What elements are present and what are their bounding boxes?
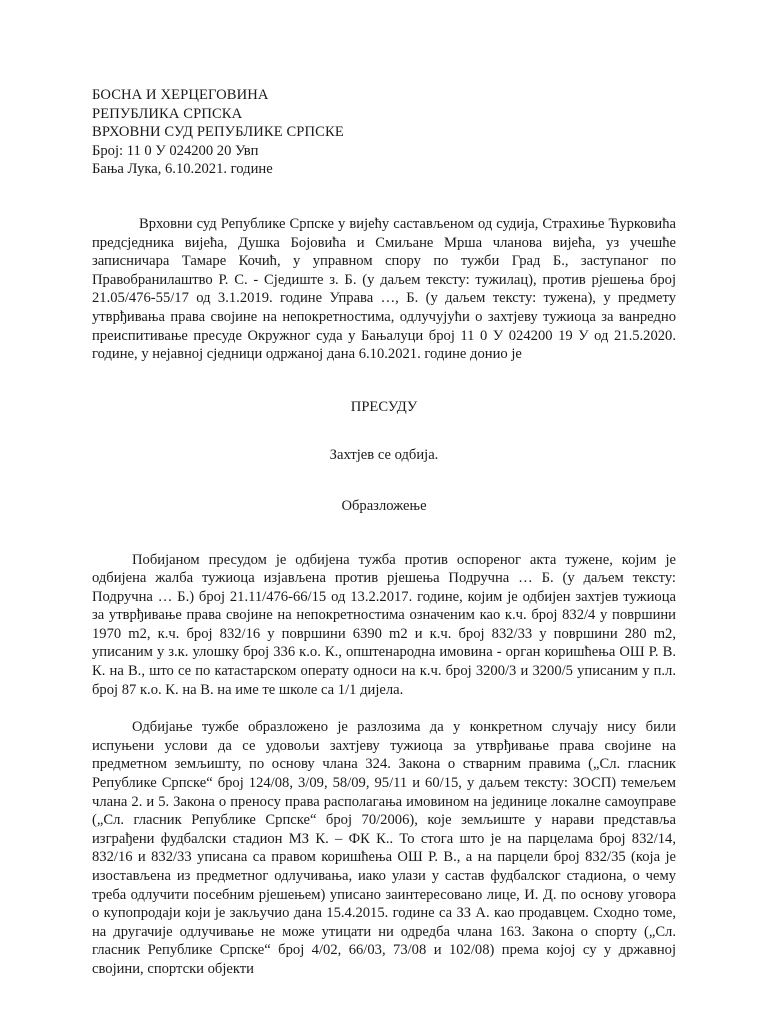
verdict-text: Захтјев се одбија. [329, 447, 439, 464]
header-country: БОСНА И ХЕРЦЕГОВИНА [92, 87, 269, 103]
reasoning-title: Образложење [341, 497, 427, 514]
reasoning-paragraph-1: Побијаном пресудом је одбијена тужба против оспореног акта тужене, којим је одбијена жалба тужиоца изјављена против рјешења Подручна … Б. (у даљем тексту: Подручна … Б.) број 21.11/476-66/15 од 13.2.2017. године, којим је одбијен захтјев тужиоца за утврђивање права својине на непокретностима означеним као к.ч. број 832/4 у површини 1970 m2, к.ч. број 832/16 у површини 6390 m2 и к.ч. број 832/33 у површини 280 m2, уписаним у з.к. улошку број 336 к.о. К., општенародна имовина - орган коришћења ОШ Р. В. К. на В., што се по катастарском операту односи на к.ч. број 3200/3 и 3200/5 уписаним у п.л. број 87 к.о. К. на В. на име те школе са 1/1 дијела. [92, 551, 676, 698]
verdict-title: ПРЕСУДУ [350, 398, 418, 415]
reasoning-paragraph-2: Одбијање тужбе образложено је разлозима да у конкретном случају нису били испуњени услови да се удовољи захтјеву тужиоца за утврђивање права својине на предметном земљишту, по основу члана 324. Закона о стварним правима („Сл. гласник Републике Српске“ број 124/08, 3/09, 58/09, 95/11 и 60/15, у даљем тексту: ЗОСП) темељем члана 2. и 5. Закона о преносу права располагања имовином на јединице локалне самоуправе („Сл. гласник Републике Српске“ број 70/2006), које земљиште у нарави представља изграђени фудбалски стадион МЗ К. – ФК К.. То стога што је на парцелама број 832/14, 832/16 и 832/33 уписана са правом коришћења ОШ Р. В., а на парцели број 832/35 (која је изостављена из предметног одлучивања, иако улази у састав фудбалског стадиона, о чему треба одлучити посебним рјешењем) уписано заинтересовано лице, И. Д. по основу уговора о купопродаји који је закључио дана 15.4.2015. године са ЗЗ А. као продавцем. Сходно томе, на другачије одлучивање не може утицати ни одредба члана 163. Закона о спорту („Сл. гласник Републике Српске“ број 4/02, 66/03, 73/08 и 102/08) према којој су у државној својини, спортски објекти [92, 719, 676, 977]
document-page [92, 86, 676, 979]
place-date: Бања Лука, 6.10.2021. године [92, 161, 273, 178]
case-number: Број: 11 0 У 024200 20 Увп [92, 142, 259, 159]
header-republic: РЕПУБЛИКА СРПСКА [92, 105, 243, 122]
intro-paragraph: Врховни суд Републике Српске у вијећу састављеном од судија, Страхиње Ћурковића предсједника вијећа, Душка Бојовића и Смиљане Мрша чланова вијећа, уз учешће записничара Тамаре Кочић, у управном спору по тужби Град Б., заступаног по Правобранилаштво Р. С. - Сједиште з. Б. (у даљем тексту: тужилац), против рјешења број 21.05/476-55/17 од 3.1.2019. године Управа …, Б. (у даљем тексту: тужена), у предмету утврђивања права својине на непокретностима, одлучујући о захтјеву тужиоца за ванредно преиспитивање пресуде Окружног суда у Бањалуци број 11 0 У 024200 19 У од 21.5.2020. године, у нејавној сједници одржаној дана 6.10.2021. године донио је [92, 215, 676, 363]
document-header [92, 86, 676, 179]
header-court: ВРХОВНИ СУД РЕПУБЛИКЕ СРПСКЕ [92, 124, 344, 141]
